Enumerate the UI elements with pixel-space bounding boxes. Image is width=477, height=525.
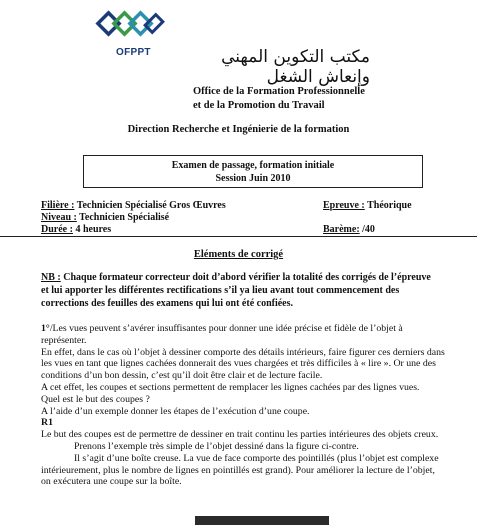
bottom-overlay-bar [195, 516, 329, 525]
divider [0, 236, 477, 237]
duree-label: Durée : [41, 224, 73, 235]
filiere-value: Technicien Spécialisé Gros Œuvres [74, 200, 226, 211]
office-line-2: et de la Promotion du Travail [193, 100, 325, 111]
nb-text: Chaque formateur correcteur doit d’abord vérifier la totalité des corrigés de l’épreuve et lui apporter les différentes rectifications s’il ya lieu avant tout commencement des corrections des feuilles des examens qui lui ont été confiées. [41, 272, 431, 309]
paragraph: A cet effet, les coupes et sections permettent de remplacer les lignes cachées par des lignes vues. [41, 381, 420, 393]
question-line: A l’aide d’un exemple donner les étapes de l’exécution d’une coupe. [41, 405, 310, 417]
question-1-text: /Les vues peuvent s’avérer insuffisantes pour donner une idée précise et fidèle de l’objet à représenter. [41, 323, 403, 346]
niveau-value: Technicien Spécialisé [76, 212, 170, 223]
filiere-row [41, 200, 226, 212]
epreuve-row [323, 200, 412, 212]
exam-box [83, 155, 423, 188]
answer-body [41, 323, 446, 488]
question-1 [41, 323, 446, 347]
paragraph: En effet, dans le cas où l’objet à dessiner comporte des détails intérieurs, faire figurer ces derniers dans les vues en tant que lignes cachées donnerait des vues chargées et très difficiles à « lire ». Or une des conditions d’un bon dessin, c’est qu’il doit être clair et de lecture facile. [41, 346, 445, 382]
office-line-1: Office de la Formation Professionnelle [193, 86, 365, 97]
duree-value: 4 heures [72, 224, 112, 235]
arabic-title: مكتب التكوين المهني وإنعاش الشغل [221, 47, 370, 87]
epreuve-label: Epreuve : [323, 200, 365, 211]
nb-label: NB : [41, 272, 61, 283]
duree-row [41, 224, 226, 236]
direction-title: Direction Recherche et Ingénierie de la formation [127, 124, 350, 135]
meta-left [41, 200, 226, 236]
paragraph-text: Il s’agit d’une boîte creuse. La vue de face comporte des pointillés (plus l’objet est complexe intérieurement, plus le nombre de lignes en pointillés est grand). Pour améliorer la lecture de l’objet, on exécutera une coupe sur la boîte. [41, 452, 439, 488]
paragraph [41, 453, 446, 488]
epreuve-value: Théorique [364, 200, 412, 211]
bareme-value: /40 [359, 224, 375, 235]
office-name [193, 85, 365, 113]
question-number: 1° [41, 323, 50, 334]
filiere-label: Filière : [41, 200, 75, 211]
section-heading: Eléments de corrigé [193, 249, 284, 260]
exam-line-1: Examen de passage, formation initiale [171, 160, 335, 171]
bareme-row [323, 224, 375, 236]
bareme-label: Barème: [323, 224, 360, 235]
paragraph: Prenons l’exemple très simple de l’objet dessiné dans la figure ci-contre. [74, 440, 359, 452]
niveau-row [41, 212, 226, 224]
question-line: Quel est le but des coupes ? [41, 393, 150, 405]
nb-note [41, 271, 441, 310]
logo-text: OFPPT [116, 47, 151, 58]
answer-label: R1 [41, 417, 53, 429]
exam-line-2: Session Juin 2010 [215, 173, 291, 184]
paragraph: Le but des coupes est de permettre de dessiner en trait continu les parties intérieures des objets creux. [41, 429, 439, 441]
niveau-label: Niveau : [41, 212, 77, 223]
